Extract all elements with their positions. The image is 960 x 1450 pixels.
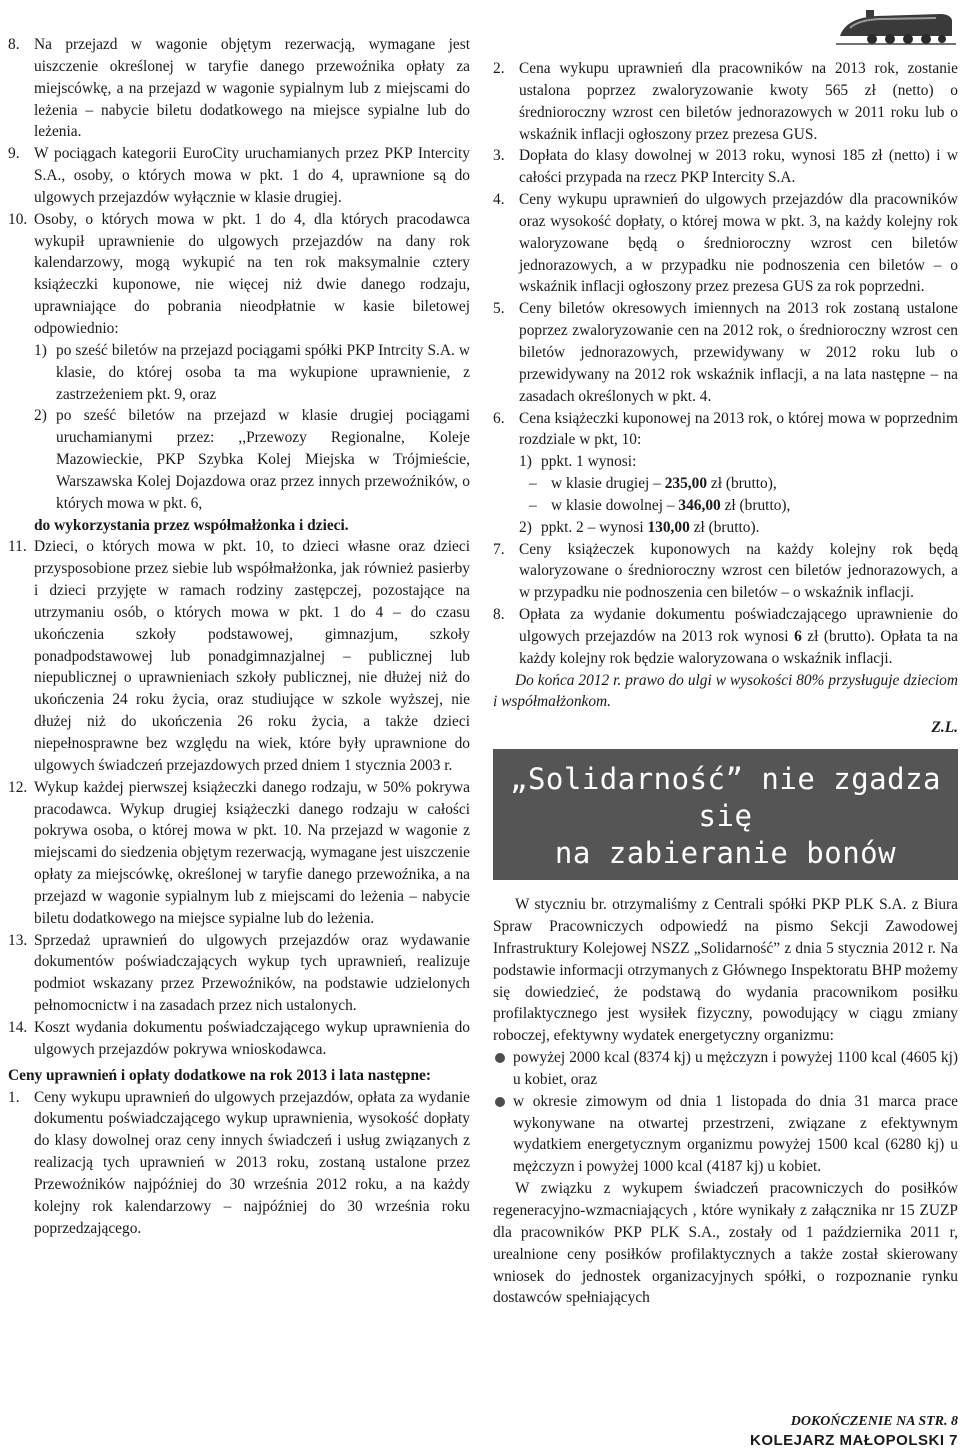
list-item (8, 1087, 470, 1240)
item-number: 2. (493, 60, 505, 77)
sub-item-text: ppkt. 1 wynosi: (541, 453, 637, 471)
list-item (8, 143, 470, 209)
fee-value: 6 (794, 627, 802, 645)
item-text: Dopłata do klasy dowolnej w 2013 roku, wynosi 185 zł (netto) i w całości przypada na rzecz PKP Intercity S.A. (519, 147, 958, 187)
item-text: Ceny biletów okresowych imiennych na 2013 rok zostaną ustalone poprzez zwaloryzowanie cen na 2012 rok, o średnioroczny wzrost cen biletów jednorazowych, przewidywany w 2012 roku lub o przewidywany na 2012 rok wskaźnik inflacji, a na lata następne – na zasadach określonych w pkt. 4. (519, 300, 958, 405)
left-column (8, 34, 470, 1239)
sub-item-number: 2) (519, 518, 532, 536)
list-item (493, 408, 958, 452)
sub-item-text: po sześć biletów na przejazd pociągami spółki PKP Intrcity S.A. w klasie, do której osoba ta ma wykupione uprawnienie, z zastrzeżeniem pkt. 9, oraz (56, 341, 470, 403)
item-text: Cena książeczki kuponowej na 2013 rok, o której mowa w poprzednim rozdziale w pkt, 10: (519, 409, 958, 449)
list-item (493, 58, 958, 145)
bullet-icon (495, 1097, 505, 1107)
bold-statement: do wykorzystania przez współmałżonka i dzieci. (34, 516, 349, 534)
item-number: 12. (8, 778, 28, 796)
sub-item-number: 1) (519, 453, 532, 471)
item-number: 1. (8, 1088, 20, 1106)
sub-item (8, 405, 470, 514)
item-text-end: zł (brutto). Opłata ta na każdy kolejny rok będzie waloryzowana o wskaźnik inflacji. (519, 627, 959, 667)
list-item (493, 189, 958, 298)
list-item (493, 539, 958, 605)
item-text: W pociągach kategorii EuroCity uruchamianych przez PKP Intercity S.A., osoby, o których mowa w pkt. 1 do 4, uprawnione są do ulgowych przejazdów wyłącznie w klasie drugiej. (34, 145, 470, 206)
item-text: Cena wykupu uprawnień dla pracowników na 2013 rok, zostanie ustalona poprzez zwaloryzowanie kwoty 565 zł (netto) o średnioroczny wzrost cen biletów jednorazowych w 2011 roku lub o wskaźnik inflacji ogłoszony przez prezesa GUS. (519, 60, 958, 143)
sub-item (493, 451, 958, 473)
section-heading: Ceny uprawnień i opłaty dodatkowe na rok 2013 i lata następne: (8, 1066, 432, 1084)
item-number: 5. (493, 300, 505, 318)
bullet-item (493, 1047, 958, 1091)
bullet-icon (495, 1053, 505, 1063)
item-number: 8. (8, 36, 20, 53)
item-number: 13. (8, 931, 28, 949)
bullet-text: w okresie zimowym od dnia 1 listopada do dnia 31 marca prace wykonywane na otwartej przestrzeni, związane z efektywnym wydatkiem energetycznym organizmu powyżej 1500 kcal (6280 kj) u mężczyzn i powyżej 1000 kcal (4187 kj) u kobiet. (513, 1092, 958, 1176)
continuation-note: DOKOŃCZENIE NA STR. 8 (790, 1414, 958, 1429)
price-label: ppkt. 2 – wynosi (541, 518, 648, 536)
list-item (8, 1017, 470, 1061)
article-headline-banner (493, 749, 958, 880)
sub-item-number: 1) (34, 341, 47, 359)
bullet-item (493, 1091, 958, 1178)
article-paragraph: W styczniu br. otrzymaliśmy z Centrali spółki PKP PLK S.A. z Biura Spraw Pracowniczych odpowiedź na pismo Sekcji Zawodowej Infrastruktury Kolejowej NSZZ „Solidarność” z dnia 5 stycznia 2012 r. Na podstawie informacji otrzymanych z Głównego Inspektoratu BHP możemy się dowiedzieć, że podstawą do wydania pracownikom posiłku profilaktycznego jest wysiłek fizyczny, powodujący w ciągu zmiany roboczej, efektywny wydatek energetyczny organizmu: (493, 896, 958, 1045)
author-signature: Z.L. (931, 719, 958, 737)
item-number: 3. (493, 147, 505, 165)
bullet-text: powyżej 2000 kcal (8374 kj) u mężczyzn i powyżej 1100 kcal (4605 kj) u kobiet, oraz (513, 1049, 958, 1088)
dash-marker: – (529, 475, 537, 493)
list-item (8, 34, 470, 143)
sub-item-text: po sześć biletów na przejazd w klasie drugiej pociągami uruchamianymi przez: ,,Przewozy Regionalne, Koleje Mazowieckie, PKP Szybka Kolej Miejska w Trójmieście, Warszawska Kolej Dojazdowa oraz przez innych przewoźników, o których mowa w pkt. 6, (56, 407, 470, 512)
item-number: 9. (8, 145, 20, 163)
item-number: 7. (493, 540, 505, 558)
item-number: 10. (8, 210, 28, 228)
price-line (493, 473, 958, 495)
price-unit: zł (brutto), (707, 475, 777, 493)
price-value: 130,00 (647, 518, 690, 536)
item-text: Opłata za wydanie dokumentu poświadczającego uprawnienie do ulgowych przejazdów na 2013 rok wynosi (519, 606, 958, 645)
item-number: 8. (493, 606, 505, 624)
list-item (493, 604, 958, 670)
right-column (493, 58, 958, 1309)
item-number: 6. (493, 409, 505, 427)
price-unit: zł (brutto). (689, 518, 760, 536)
item-text: Sprzedaż uprawnień do ulgowych przejazdów oraz wydawanie dokumentów poświadczających wykup tych uprawnień, realizuje podmiot wskazany przez Przewoźników, na podstawie udzielonych pełnomocnictw i na zasadach przez nich ustalonych. (34, 931, 470, 1015)
item-number: 14. (8, 1018, 28, 1036)
item-number: 11. (8, 538, 27, 556)
sub-item (8, 340, 470, 406)
italic-note: Do końca 2012 r. prawo do ulgi w wysokości 80% przysługuje dzieciom i współmałżonkom. (493, 671, 958, 711)
item-text: Ceny wykupu uprawnień do ulgowych przejazdów, opłata za wydanie dokumentu poświadczającego wykup uprawnienia, wysokość dopłaty do klasy dowolnej oraz ceny innych świadczeń i usług związanych z realizacją tych uprawnień w 2013 roku, zostaną ustalone przez Przewoźników najpóźniej do 30 września 2012 roku, a na każdy kolejny rok kalendarzowy – najpóźniej do 30 września roku poprzedzającego. (34, 1088, 470, 1237)
price-value: 346,00 (678, 496, 721, 514)
item-text: Wykup każdej pierwszej książeczki danego rodzaju, w 50% pokrywa pracodawca. Wykup drugiej książeczki danego rodzaju w całości pokrywa osoba, o której mowa w pkt. 10. Na przejazd w wagonie z miejscami do siedzenia objętym rezerwacją, wymagane jest uiszczenie opłaty za miejscówkę, określonej w taryfie danego przewoźnika, a na przejazd w wagonie sypialnym lub z miejscami do leżenia – nabycie biletu dodatkowego na miejsce sypialne lub do leżenia. (34, 778, 470, 927)
price-value: 235,00 (664, 475, 708, 493)
list-item (493, 298, 958, 407)
price-line (493, 495, 958, 517)
headline-line-2: na zabieranie bonów (554, 836, 897, 871)
item-number: 4. (493, 191, 505, 209)
headline-line-1: „Solidarność” nie zgadza się (509, 762, 942, 834)
item-text: Koszt wydania dokumentu poświadczającego wykup uprawnienia do ulgowych przejazdów pokrywa wnioskodawca. (34, 1018, 470, 1058)
list-item (8, 930, 470, 1017)
article-paragraph: W związku z wykupem świadczeń pracowniczych do posiłków regeneracyjno-wzmacniających , które wynikały z załącznika nr 15 ZUZP dla pracowników PKP PLK S.A., zostały od 1 października 2011 r, urealnione ceny posiłków profilaktycznych a także został skierowany wniosek do jednostek organizacyjnych spółki, o rozpoznanie rynku dostawców spełniających (493, 1180, 958, 1307)
dash-marker: – (529, 496, 537, 514)
price-label: w klasie dowolnej – (551, 496, 679, 514)
list-item (8, 536, 470, 776)
list-item (8, 777, 470, 930)
item-text: Na przejazd w wagonie objętym rezerwacją, wymagane jest uiszczenie określonej w taryfie danego przewoźnika opłaty za miejscówkę, a na przejazd w wagonie sypialnym lub z miejscami do leżenia – nabycie biletu dodatkowego na miejsce sypialne lub do leżenia. (34, 36, 470, 141)
sub-item (493, 517, 958, 539)
page-footer: KOLEJARZ MAŁOPOLSKI 7 (749, 1432, 958, 1449)
list-item (8, 209, 470, 340)
item-text: Ceny wykupu uprawnień do ulgowych przejazdów dla pracowników oraz wysokość dopłaty, o której mowa w pkt. 3, na każdy kolejny rok waloryzowane będą o średnioroczny wzrost cen biletów jednorazowych, a w przypadku nie podnoszenia cen biletów – o wskaźnik inflacji ogłoszony przez prezesa GUS za rok poprzedni. (519, 191, 958, 296)
sub-item-number: 2) (34, 407, 47, 425)
list-item (493, 145, 958, 189)
locomotive-icon (836, 6, 956, 46)
price-label: w klasie drugiej – (551, 475, 665, 493)
item-text: Ceny książeczek kuponowych na każdy kolejny rok będą waloryzowane o średnioroczny wzrost cen biletów jednorazowych, a w przypadku nie podnoszenia cen biletów – o wskaźnik inflacji. (519, 540, 958, 602)
item-text: Osoby, o których mowa w pkt. 1 do 4, dla których pracodawca wykupił uprawnienie do ulgowych przejazdów na dany rok kalendarzowy, mogą wykupić na ten rok maksymalnie cztery książeczki kuponowe, nie więcej niż dwie danego rodzaju, uprawniające do pobrania nieodpłatnie w kasie biletowej odpowiednio: (34, 210, 470, 337)
item-text: Dzieci, o których mowa w pkt. 10, to dzieci własne oraz dzieci przysposobione przez siebie lub współmałżonka, jak również pasierby i dzieci przyjęte w ramach rodziny zastępczej, pozostające na utrzymaniu osób, o których mowa w pkt. 1 do 4 – do czasu ukończenia szkoły podstawowej, gimnazjum, szkoły ponadpodstawowej lub ponadgimnazjalnej – publicznej lub niepublicznej o uprawnieniach szkoły publicznej, nie dłużej niż do ukończenia 24 roku życia, oraz studiujące w szkole wyższej, nie dłużej niż do ukończenia 26 roku życia, a także dzieci niepełnosprawne bez względu na wiek, które były uprawnione do ulgowych świadczeń przejazdowych przed dniem 1 stycznia 2003 r. (34, 538, 470, 774)
price-unit: zł (brutto), (720, 496, 791, 514)
